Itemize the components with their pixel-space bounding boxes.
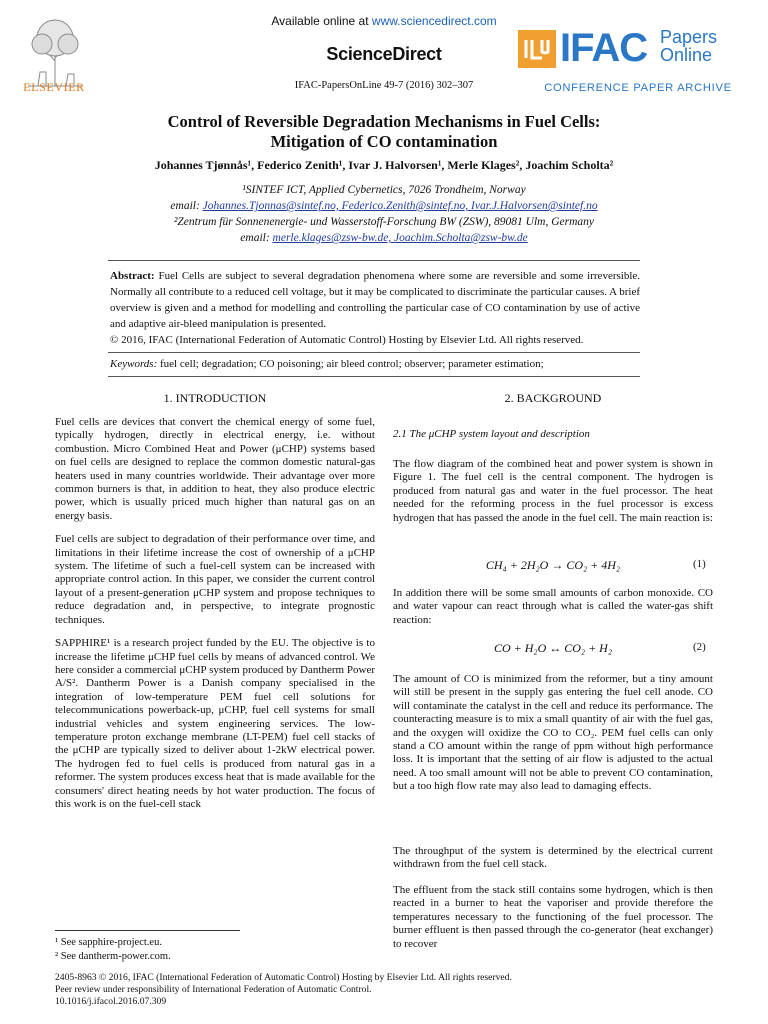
conference-archive-label: CONFERENCE PAPER ARCHIVE <box>544 82 732 94</box>
keywords-top-rule <box>108 352 640 353</box>
keywords-bottom-rule <box>108 376 640 377</box>
papers-word: Papers <box>660 27 718 47</box>
background-paragraph-1: The flow diagram of the combined heat and power system is shown in Figure 1. The fuel cell is the central component. The hydrogen is produced from natural gas and water in the fuel processor. The heat needed for the reforming process in the fuel processor is excess hydrogen that has passed the anode in the fuel cell. The main reaction is: <box>393 458 713 524</box>
abstract-block <box>110 268 640 332</box>
background-paragraph-3: The amount of CO is minimized from the reformer, but a tiny amount will still be present in the supply gas entering the fuel cell anode. CO will contaminate the catalyst in the cell and reduce its performance. The counteracting measure is to mix a small quantity of air with the fuel gas, and the oxygen will oxidize the CO to CO₂. PEM fuel cells can only stand a CO amount within the range of ppm without high performance loss. It is important that the setting of air flow is adjusted to the actual need. A too small amount will not be able to prevent CO contamination, but a too high flow rate may also lead to damaging effects. <box>393 673 713 793</box>
ifac-wordmark: IFAC <box>560 26 648 70</box>
sciencedirect-link[interactable]: www.sciencedirect.com <box>371 14 497 28</box>
affiliation-2-emails[interactable]: merle.klages@zsw-bw.de, Joachim.Scholta@zsw-bw.de <box>272 232 528 244</box>
available-online-label: Available online at <box>271 14 369 28</box>
footnote-1: ¹ See sapphire-project.eu. <box>55 937 162 948</box>
journal-reference: IFAC-PapersOnLine 49-7 (2016) 302–307 <box>294 80 474 91</box>
footer-copyright: 2405-8963 © 2016, IFAC (International Federation of Automatic Control) Hosting by Elsevier Ltd. All rights reserved. <box>55 972 512 983</box>
equation-2: CO + H₂O ↔ CO₂ + H₂ <box>493 641 613 655</box>
footnote-2: ² See dantherm-power.com. <box>55 951 171 962</box>
keywords-line <box>110 358 640 370</box>
equation-1: CH₄ + 2H₂O → CO₂ + 4H₂ <box>485 558 621 572</box>
introduction-heading: 1. INTRODUCTION <box>163 391 267 405</box>
abstract-label: Abstract: <box>110 270 155 282</box>
online-word: Online <box>660 45 713 65</box>
affiliation-1-emails[interactable]: Johannes.Tjonnas@sintef.no, Federico.Zenith@sintef.no, Ivar.J.Halvorsen@sintef.no <box>202 200 598 212</box>
email-prefix: email: <box>240 232 273 244</box>
equation-2-number: (2) <box>693 641 706 653</box>
available-online-line <box>0 14 768 28</box>
equation-1-number: (1) <box>693 558 706 570</box>
left-column-body <box>55 416 375 821</box>
background-paragraph-5: The effluent from the stack still contains some hydrogen, which is then reacted in a burner to heat the vaporiser and provide therefore the temperatures necessary to the functioning of the fuel processor. The burner effluent is then passed through the co-generator (heat exchanger) to recover <box>393 884 713 950</box>
affiliation-1: ¹SINTEF ICT, Applied Cybernetics, 7026 Trondheim, Norway <box>242 184 526 196</box>
paper-title <box>0 112 768 152</box>
background-heading: 2. BACKGROUND <box>504 391 602 405</box>
intro-paragraph-2: Fuel cells are subject to degradation of their performance over time, and limitations in their lifetime increase the cost of ownership of a μCHP system. The lifetime of such a fuel-cell system can be increased with appropriate control action. In this paper, we consider the current control layout of a present-generation μCHP system and propose techniques to reduce degradation and, in perspective, to integrate prognostic techniques. <box>55 533 375 626</box>
affiliation-2-emails-line <box>0 230 768 246</box>
abstract-copyright: © 2016, IFAC (International Federation of Automatic Control) Hosting by Elsevier Ltd. All rights reserved. <box>110 334 584 346</box>
author-list: Johannes Tjønnås¹, Federico Zenith¹, Ivar J. Halvorsen¹, Merle Klages², Joachim Scholta² <box>154 158 614 172</box>
footnote-rule <box>55 930 240 931</box>
abstract-top-rule <box>108 260 640 261</box>
affiliation-2: ²Zentrum für Sonnenenergie- und Wasserstoff-Forschung BW (ZSW), 89081 Ulm, Germany <box>173 216 595 228</box>
background-paragraph-4: The throughput of the system is determined by the electrical current withdrawn from the fuel cell stack. <box>393 845 713 871</box>
subsection-heading: 2.1 The μCHP system layout and description <box>393 428 590 440</box>
title-line-1: Control of Reversible Degradation Mechanisms in Fuel Cells: <box>167 112 601 131</box>
sciencedirect-title: ScienceDirect <box>326 44 442 64</box>
page-footer <box>55 972 735 1008</box>
footer-peer-review: Peer review under responsibility of International Federation of Automatic Control. <box>55 984 372 995</box>
ifac-emblem-icon <box>518 30 556 68</box>
abstract-text: Fuel Cells are subject to several degradation phenomena where some are reversible and some irreversible. Normally all contribute to a reduced cell voltage, but it may be complicated to discriminate the particular causes. A brief overview is given and a method for modelling and controlling the particular case of CO contamination by use of active and adaptive air-bleed manipulation is presented. <box>110 270 641 330</box>
background-paragraph-2: In addition there will be some small amounts of carbon monoxide. CO and water vapour can react through what is called the water-gas shift reaction: <box>393 587 713 626</box>
affiliation-1-emails-line <box>0 198 768 214</box>
intro-paragraph-3: SAPPHIRE¹ is a research project funded by the EU. The objective is to increase the lifetime μCHP fuel cells by means of advanced control. We here consider a commercial μCHP system produced by Dantherm Power A/S². Dantherm Power is a Danish company specialised in the integration of low-temperature PEM fuel cell solutions for telecommunications powerback-up, μCHP, fuel cell systems for small industrial vehicles and system engineering services. The low-temperature proton exchange membrane (LT-PEM) fuel cell stacks of the μCHP are typically sized to deliver about 1-2kW electrical power. The hydrogen fed to fuel cells is produced from natural gas in a reformer. The system produces excess heat that is made available for the consumers' direct heating needs by hot water production. The focus of this work is on the fuel-cell stack <box>55 637 375 810</box>
affiliations <box>0 182 768 246</box>
email-prefix: email: <box>170 200 203 212</box>
footer-doi[interactable]: 10.1016/j.ifacol.2016.07.309 <box>55 996 167 1007</box>
intro-paragraph-1: Fuel cells are devices that convert the chemical energy of some fuel, typically hydrogen, directly in electrical energy, i.e. without combustion. Micro Combined Heat and Power (μCHP) systems based on fuel cells are designed to replace the common domestic natural-gas heaters used in many countries worldwide. Their advantage over more common burners is that, in addition to heat, they also produce electric power, which is usually priced much higher than natural gas on an energy basis. <box>55 416 375 522</box>
keywords-text: fuel cell; degradation; CO poisoning; air bleed control; observer; parameter estimation; <box>160 358 544 370</box>
keywords-label: Keywords: <box>110 358 158 370</box>
elsevier-wordmark: ELSEVIER <box>23 80 85 94</box>
papers-online-label <box>660 28 717 64</box>
title-line-2: Mitigation of CO contamination <box>270 132 498 151</box>
